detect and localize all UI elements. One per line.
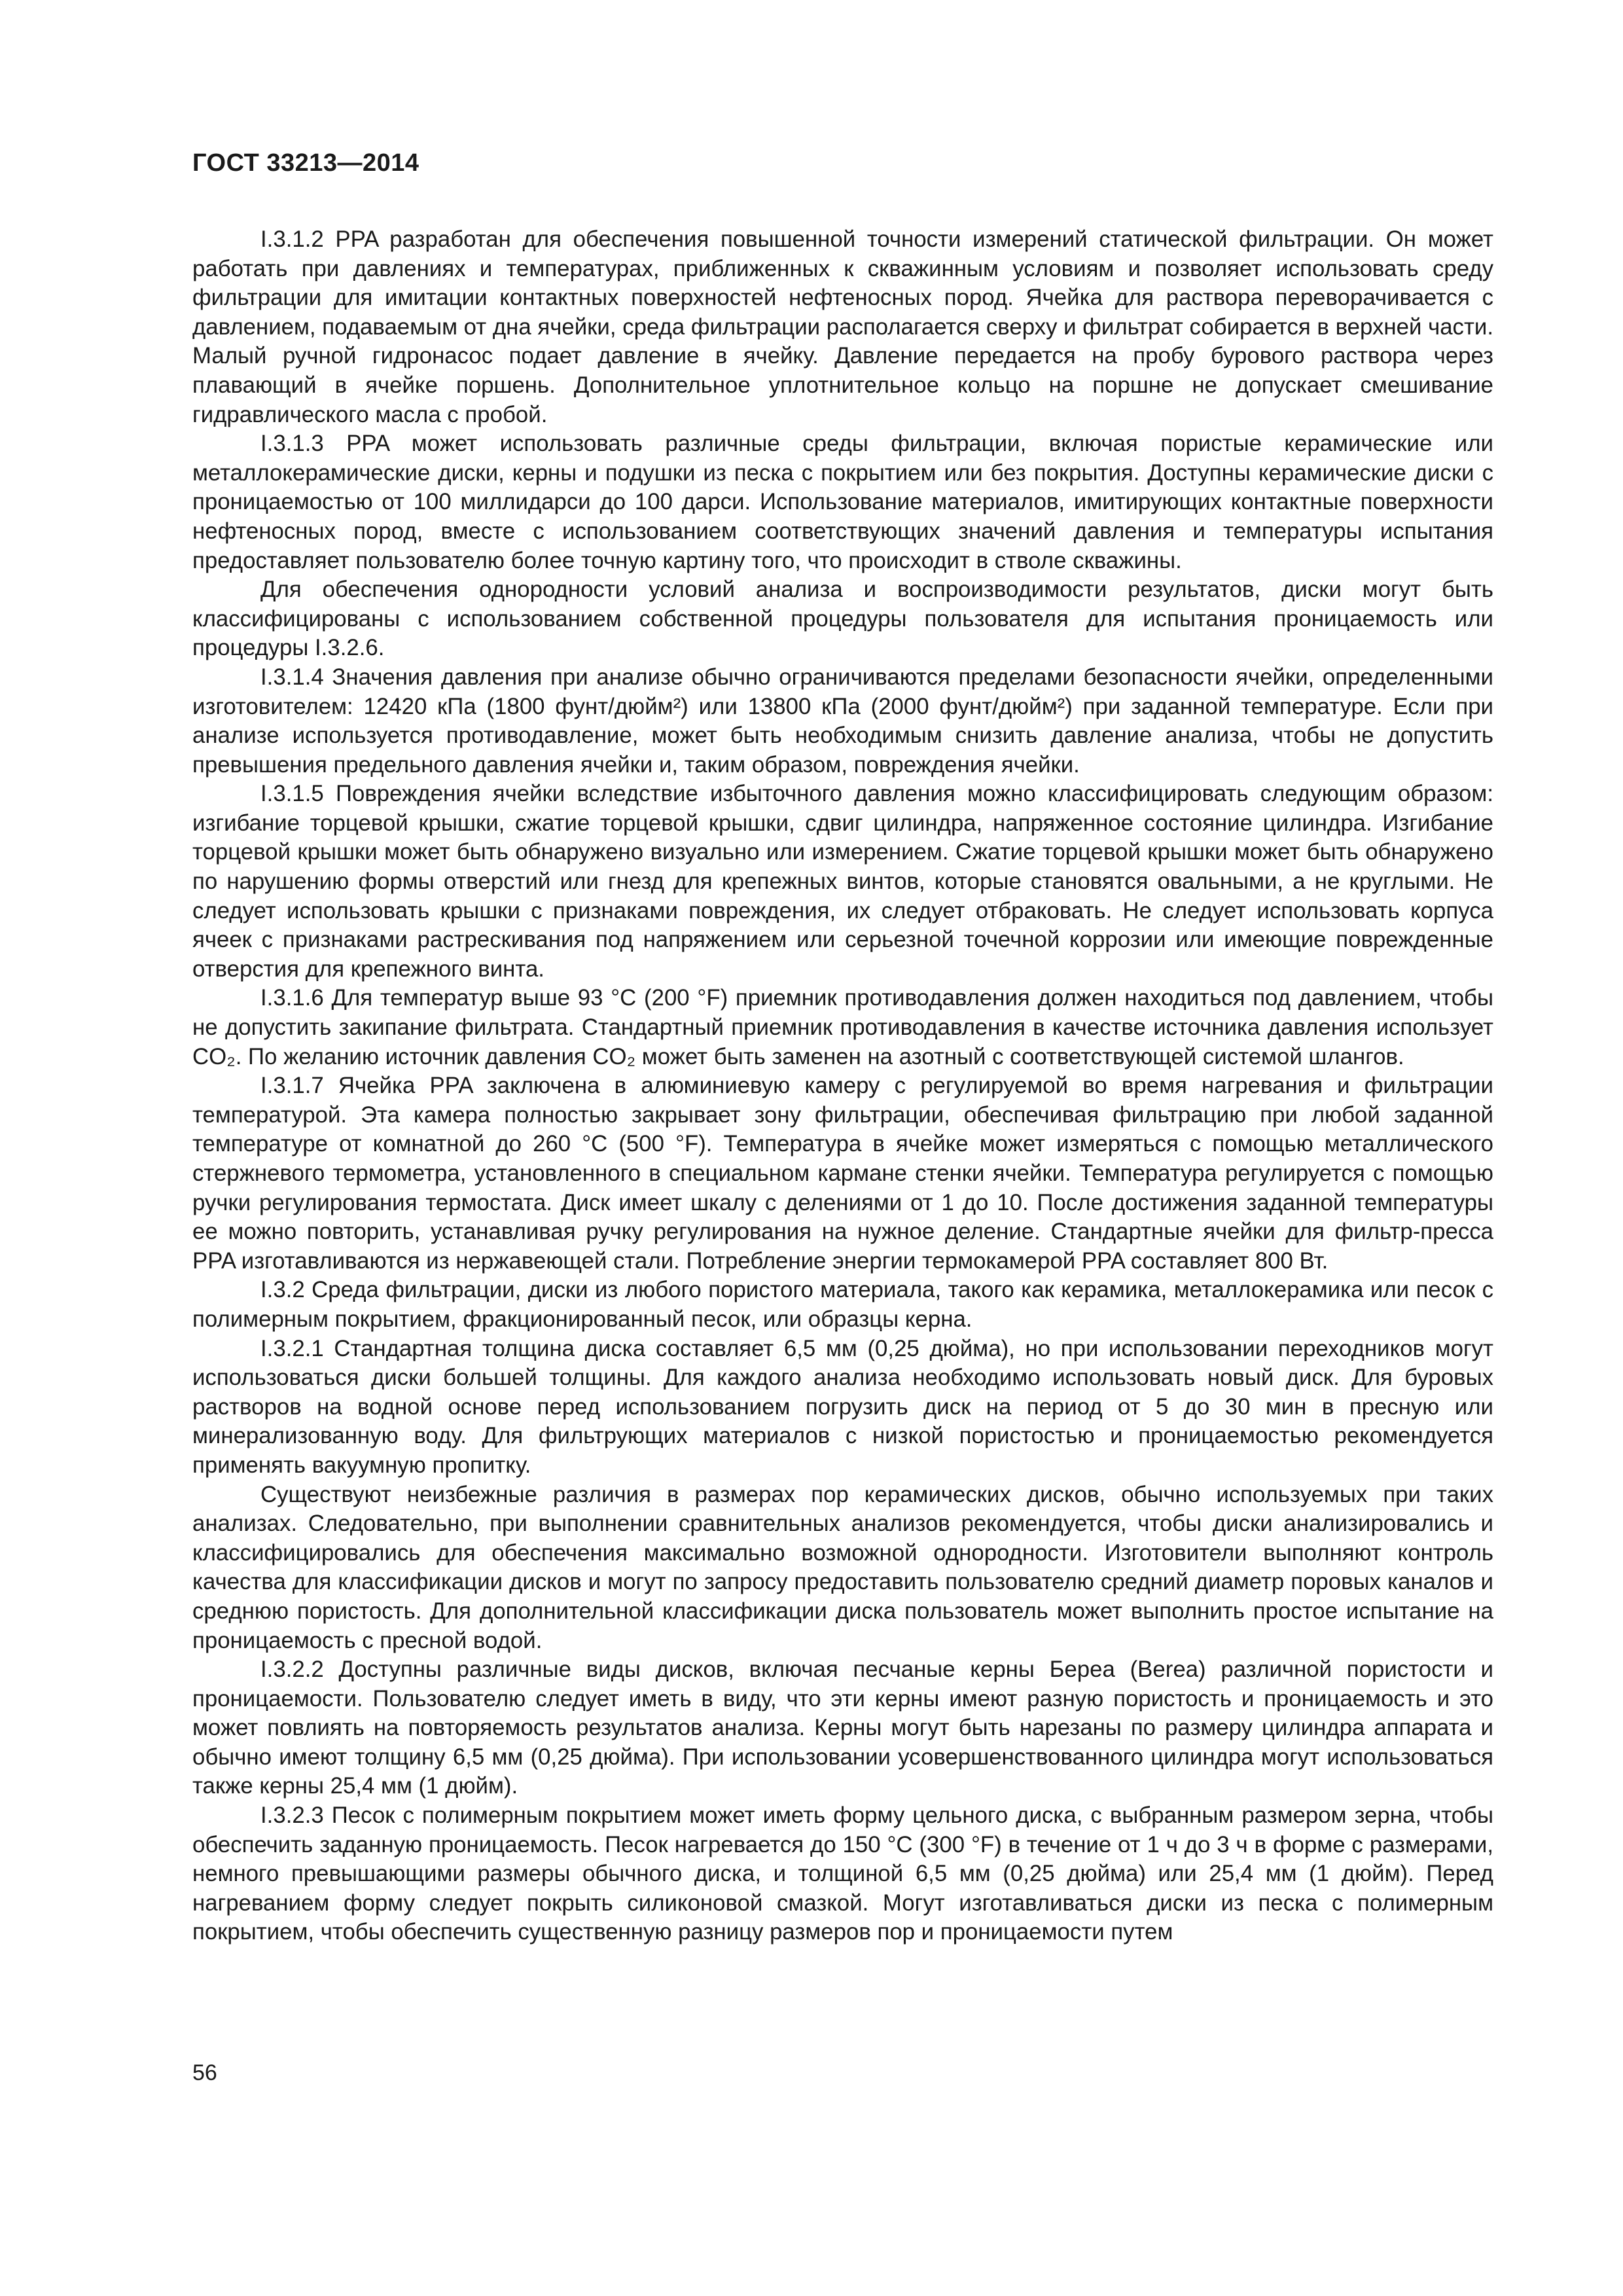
- page-number: 56: [192, 2060, 217, 2085]
- paragraph: I.3.1.3 PPA может использовать различные среды фильтрации, включая пористые керамические или металлокерамические диски, керны и подушки из песка с покрытием или без покрытия. Доступны керамические диски с проницаемостью от 100 миллидарси до 100 дарси. Использование материалов, имитирующих контактные поверхности нефтеносных пород, вместе с использованием соответствующих значений давления и температуры испытания предоставляет пользователю более точную картину того, что происходит в стволе скважины.: [192, 431, 1493, 573]
- paragraph: Для обеспечения однородности условий анализа и воспроизводимости результатов, диски могут быть классифицированы с использованием собственной процедуры пользователя для испытания проницаемость или процедуры I.3.2.6.: [192, 577, 1493, 661]
- paragraph: Существуют неизбежные различия в размерах пор керамических дисков, обычно используемых при таких анализах. Следовательно, при выполнении сравнительных анализов рекомендуется, чтобы диски анализировались и классифицировались для обеспечения максимально возможной однородности. Изготовители выполняют контроль качества для классификации дисков и могут по запросу предоставить пользователю средний диаметр поровых каналов и среднюю пористость. Для дополнительной классификации диска пользователь может выполнить простое испытание на проницаемость с пресной водой.: [192, 1481, 1493, 1653]
- paragraph: I.3.1.2 PPA разработан для обеспечения повышенной точности измерений статической фильтрации. Он может работать при давлениях и температурах, приближенных к скважинным условиям и позволяет использовать среду фильтрации для имитации контактных поверхностей нефтеносных пород. Ячейка для раствора переворачивается с давлением, подаваемым от дна ячейки, среда фильтрации располагается сверху и фильтрат собирается в верхней части. Малый ручной гидронасос подает давление в ячейку. Давление передается на пробу бурового раствора через плавающий в ячейке поршень. Дополнительное уплотнительное кольцо на поршне не допускает смешивание гидравлического масла с пробой.: [192, 226, 1493, 427]
- paragraph: I.3.1.4 Значения давления при анализе обычно ограничиваются пределами безопасности ячейки, определенными изготовителем: 12420 кПа (1800 фунт/дюйм²) или 13800 кПа (2000 фунт/дюйм²) при заданной температуре. Если при анализе используется противодавление, может быть необходимым снизить давление анализа, чтобы не допустить превышения предельного давления ячейки и, таким образом, повреждения ячейки.: [192, 664, 1493, 778]
- paragraph: I.3.1.5 Повреждения ячейки вследствие избыточного давления можно классифицировать следующим образом: изгибание торцевой крышки, сжатие торцевой крышки, сдвиг цилиндра, напряженное состояние цилиндра. Изгибание торцевой крышки может быть обнаружено визуально или измерением. Сжатие торцевой крышки может быть обнаружено по нарушению формы отверстий или гнезд для крепежных винтов, которые становятся овальными, а не круглыми. Не следует использовать крышки с признаками повреждения, их следует отбраковать. Не следует использовать корпуса ячеек с признаками растрескивания под напряжением или серьезной точечной коррозии или имеющие поврежденные отверстия для крепежного винта.: [192, 781, 1493, 982]
- paragraph: I.3.2.3 Песок с полимерным покрытием может иметь форму цельного диска, с выбранным размером зерна, чтобы обеспечить заданную проницаемость. Песок нагревается до 150 °C (300 °F) в течение от 1 ч до 3 ч в форме с размерами, немного превышающими размеры обычного диска, и толщиной 6,5 мм (0,25 дюйма) или 25,4 мм (1 дюйм). Перед нагреванием форму следует покрыть силиконовой смазкой. Могут изготавливаться диски из песка с полимерным покрытием, чтобы обеспечить существенную разницу размеров пор и проницаемости путем: [192, 1803, 1493, 1945]
- paragraph: I.3.1.6 Для температур выше 93 °C (200 °F) приемник противодавления должен находиться под давлением, чтобы не допустить закипание фильтрата. Стандартный приемник противодавления в качестве источника давления использует CO₂. По желанию источник давления CO₂ может быть заменен на азотный с соответствующей системой шлангов.: [192, 985, 1493, 1069]
- paragraph: I.3.1.7 Ячейка PPA заключена в алюминиевую камеру с регулируемой во время нагревания и фильтрации температурой. Эта камера полностью закрывает зону фильтрации, обеспечивая фильтрацию при любой заданной температуре от комнатной до 260 °C (500 °F). Температура в ячейке может измеряться с помощью металлического стержневого термометра, установленного в специальном кармане стенки ячейки. Температура регулируется с помощью ручки регулирования термостата. Диск имеет шкалу с делениями от 1 до 10. После достижения заданной температуры ее можно повторить, устанавливая ручку регулирования на нужное деление. Стандартные ячейки для фильтр-пресса PPA изготавливаются из нержавеющей стали. Потребление энергии термокамерой PPA составляет 800 Вт.: [192, 1073, 1493, 1274]
- paragraph: I.3.2 Среда фильтрации, диски из любого пористого материала, такого как керамика, металлокерамика или песок с полимерным покрытием, фракционированный песок, или образцы керна.: [192, 1277, 1493, 1332]
- paragraph: I.3.2.2 Доступны различные виды дисков, включая песчаные керны Береа (Berea) различной пористости и проницаемости. Пользователю следует иметь в виду, что эти керны имеют разную пористость и проницаемость и это может повлиять на повторяемость результатов анализа. Керны могут быть нарезаны по размеру цилиндра аппарата и обычно имеют толщину 6,5 мм (0,25 дюйма). При использовании усовершенствованного цилиндра могут использоваться также керны 25,4 мм (1 дюйм).: [192, 1657, 1493, 1799]
- body-text: [192, 225, 1493, 1947]
- document-header: ГОСТ 33213—2014: [192, 149, 419, 177]
- paragraph: I.3.2.1 Стандартная толщина диска составляет 6,5 мм (0,25 дюйма), но при использовании переходников могут использоваться диски большей толщины. Для каждого анализа необходимо использовать новый диск. Для буровых растворов на водной основе перед использованием погрузить диск на период от 5 до 30 мин в пресную или минерализованную воду. Для фильтрующих материалов с низкой пористостью и проницаемостью рекомендуется применять вакуумную пропитку.: [192, 1335, 1493, 1478]
